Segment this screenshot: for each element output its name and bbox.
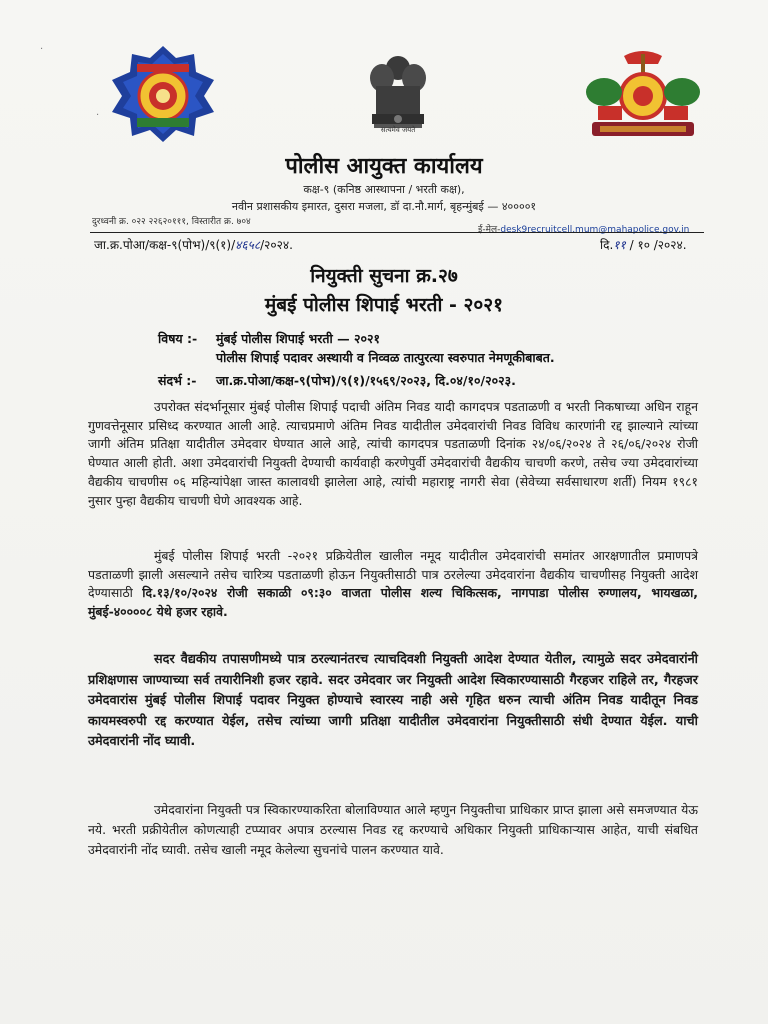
paragraph-2-bold-text: दि.१३/१०/२०२४ रोजी सकाळी ०९:३० वाजता पोलीस शल्य चिकित्सक, नागपाडा पोलीस रुग्णालय, भायखळा, मुंबई-४००००८ येथे हजर रहावे.: [88, 585, 698, 620]
date-prefix: दि.: [600, 238, 614, 252]
reference-value: जा.क्र.पोआ/कक्ष-९(पोभ)/९(१)/१५६९/२०२३, दि.०४/१०/२०२३.: [216, 373, 516, 388]
address-line-2: नवीन प्रशासकीय इमारत, दुसरा मजला, डॉ दा.नौ.मार्ग, बृहन्मुंबई — ४००००१: [231, 200, 537, 213]
email-block: [478, 222, 689, 235]
body-paragraph-2: [88, 547, 698, 622]
maharashtra-police-seal: [584, 50, 702, 144]
reference-handwritten: ४६५८: [235, 238, 261, 252]
office-title: पोलीस आयुक्त कार्यालय: [285, 154, 483, 179]
email-label: ई-मेल-: [478, 225, 501, 235]
body-paragraph-3: सदर वैद्यकीय तपासणीमध्ये पात्र ठरल्यानंतरच त्याचदिवशी नियुक्ती आदेश देण्यात येतील, त्यामुळे सदर उमेदवारांनी प्रशिक्षणास जाण्याच्या सर्व तयारीनिशी हजर रहावे. सदर उमेदवार जर नियुक्ती आदेश स्विकारण्यासाठी गैरहजर राहिले तर, गैरहजर उमेदवारांस मुंबई पोलीस शिपाई पदावर नियुक्त होण्याचे स्वारस्य नाही असे गृहित धरुन त्याची अंतिम निवड यादीतून निवड कायमस्वरुपी रद्द करण्यात येईल, तसेच त्यांच्या जागी प्रतिक्षा यादीतील उमेदवारांना नियुक्तीसाठी संधी देण्यात येईल. याची उमेदवारांनी नोंद घ्यावी.: [88, 652, 698, 749]
scan-speck-icon: ·: [40, 44, 44, 55]
date-suffix: / १० /२०२४.: [625, 238, 687, 252]
reference-suffix: /२०२४.: [260, 238, 293, 252]
date-handwritten: ११: [613, 238, 626, 252]
subject-line-1: मुंबई पोलीस शिपाई भरती — २०२१: [216, 331, 380, 346]
reference-label: संदर्भ :-: [158, 373, 197, 388]
notice-title: नियुक्ती सुचना क्र.२७: [310, 265, 458, 287]
email-address[interactable]: desk9recruitcell.mum@mahapolice.gov.in: [500, 225, 690, 235]
notice-subtitle: मुंबई पोलीस शिपाई भरती - २०२१: [264, 294, 504, 316]
address-line-1: कक्ष-९ (कनिष्ठ आस्थापना / भरती कक्ष),: [303, 183, 465, 196]
reference-number: [94, 236, 293, 253]
reference-prefix: जा.क्र.पोआ/कक्ष-९(पोभ)/९(१)/: [94, 238, 236, 252]
subject-label: विषय :-: [158, 331, 198, 346]
phone-number: दुरध्वनी क्र. ०२२ २२६२०१११, विस्तारीत क्र. ७०४: [92, 217, 251, 227]
paragraph-2-text: मुंबई पोलीस शिपाई भरती -२०२१ प्रक्रियेतील खालील नमूद यादीतील उमेदवारांची समांतर आरक्षणातील प्रमाणपत्रे पडताळणी झाली असल्याने तसेच चारित्र्य पडताळणी होऊन नियुक्तीसाठी पात्र ठरलेल्या उमेदवारांना वैद्यकीय चाचणीसह नियुक्ती आदेश देण्यासाठी: [88, 548, 698, 601]
scan-speck-icon: ·: [96, 110, 100, 121]
notice-date: [600, 236, 687, 253]
body-paragraph-1: उपरोक्त संदर्भानूसार मुंबई पोलीस शिपाई पदाची अंतिम निवड यादी कागदपत्र पडताळणी व भरती निकषाच्या अधिन राहून गुणवत्तेनूसार प्रसिध्द करण्यात आली आहे. त्याचप्रमाणे अंतिम निवड यादीतील उमेदवारांची निवड विविध कारणांनी रद्द झाल्याने त्यांच्या जागी अंतिम प्रतिक्षा यादीतील उमेदवार घेण्यात आले आहे, त्यांची कागदपत्र पडताळणी दिनांक २४/०६/२०२४ ते २६/०६/२०२४ रोजी घेण्यात आली होती. अशा उमेदवारांची नियुक्ती देण्याची कार्यवाही करणेपुर्वी उमेदवारांची वैद्यकीय चाचणी करणे, तसेच ज्या उमेदवारांच्या वैद्यकीय चाचणीस ०६ महिन्यांपेक्षा जास्त कालावधी झालेला आहे, त्यांची महाराष्ट्र नागरी सेवा (सेवेच्या सर्वसाधारण शर्ती) नियम १९८१ नुसार पुन्हा वैद्यकीय चाचणी घेणे आवश्यक आहे.: [88, 399, 698, 508]
header-divider: [90, 232, 704, 233]
subject-line-2: पोलीस शिपाई पदावर अस्थायी व निव्वळ तात्पुरत्या स्वरुपात नेमणूकीबाबत.: [216, 350, 555, 365]
emblem-motto: सत्यमेव जयते: [380, 126, 416, 134]
mumbai-police-logo: [104, 44, 222, 144]
body-paragraph-4: उमेदवारांना नियुक्ती पत्र स्विकारण्याकरिता बोलाविण्यात आले म्हणुन नियुक्तीचा प्राधिकार प्राप्त झाला असे समजण्यात येऊ नये. भरती प्रक्रीयेतील कोणत्याही टप्प्यावर अपात्र ठरल्यास निवड रद्द करण्याचे अधिकार नियुक्ती प्राधिकाऱ्यास आहेत, याची संबधित उमेदवारांनी नोंद घ्यावी. तसेच खाली नमूद केलेल्या सुचनांचे पालन करण्यात यावे.: [88, 802, 698, 857]
